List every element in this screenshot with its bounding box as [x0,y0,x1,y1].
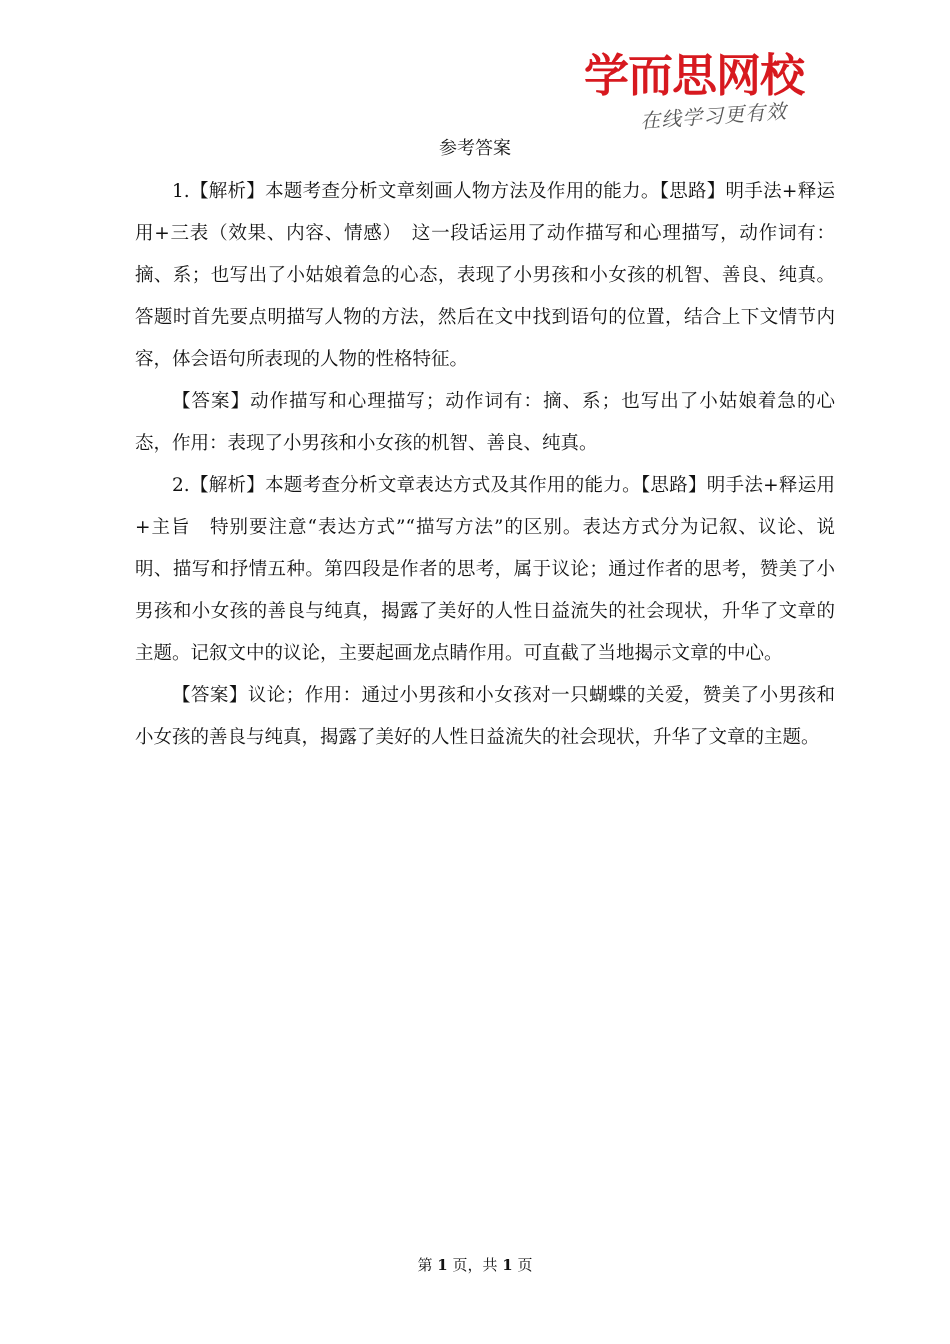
answer-2-answer: 【答案】议论；作用：通过小男孩和小女孩对一只蝴蝶的关爱，赞美了小男孩和小女孩的善良与纯真，揭露了美好的人性日益流失的社会现状，升华了文章的主题。 [135,685,835,748]
page-footer [0,1254,950,1276]
logo-slogan: 在线学习更有效 [639,98,788,134]
page-title: 参考答案 [439,138,511,159]
document-body [135,171,835,759]
answer-1-answer: 【答案】动作描写和心理描写；动作词有：摘、系；也写出了小姑娘着急的心态，作用：表现了小男孩和小女孩的机智、善良、纯真。 [135,391,835,454]
footer-total-pages: 1 [502,1256,513,1274]
answer-1-analysis: 1.【解析】本题考查分析文章刻画人物方法及作用的能力。【思路】明手法+释运用+三表（效果、内容、情感） 这一段话运用了动作描写和心理描写，动作词有：摘、系；也写出了小姑娘着急的心态，表现了小男孩和小女孩的机智、善良、纯真。答题时首先要点明描写人物的方法，然后在文中找到语句的位置，结合上下文情节内容，体会语句所表现的人物的性格特征。 [135,181,835,370]
answer-2-analysis: 2.【解析】本题考查分析文章表达方式及其作用的能力。【思路】明手法+释运用+主旨 特别要注意“表达方式”“描写方法”的区别。表达方式分为记叙、议论、说明、描写和抒情五种。第四段是作者的思考，属于议论；通过作者的思考，赞美了小男孩和小女孩的善良与纯真，揭露了美好的人性日益流失的社会现状，升华了文章的主题。记叙文中的议论，主要起画龙点睛作用。可直截了当地揭示文章的中心。 [135,475,835,664]
footer-prefix: 第 [417,1256,433,1274]
footer-suffix: 页 [517,1256,533,1274]
brand-logo [584,49,844,134]
logo-text: 学而思网校 [584,49,805,102]
footer-page-number: 1 [437,1256,448,1274]
footer-mid: 页，共 [452,1256,498,1274]
